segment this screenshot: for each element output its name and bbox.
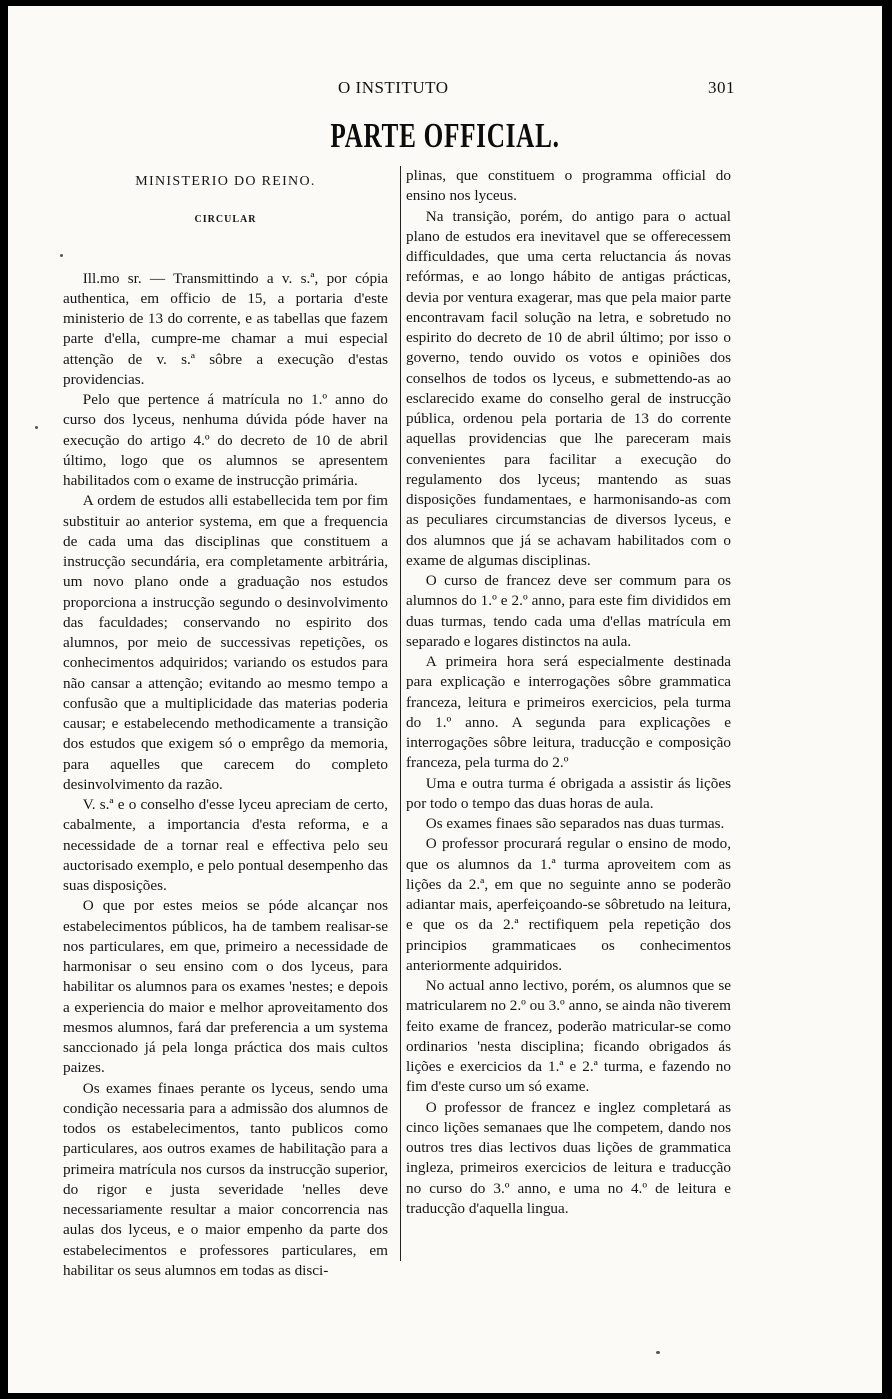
paragraph: Uma e outra turma é obrigada a assistir ás lições por todo o tempo das duas horas de aula. [406, 774, 731, 812]
paragraph: O curso de francez deve ser commum para os alumnos do 1.º e 2.º anno, para este fim divididos em duas turmas, tendo cada uma d'ellas matrícula em separado e logares distinctos na aula. [406, 572, 731, 650]
paragraph: Ill.mo sr. — Transmittindo a v. s.ª, por cópia authentica, em officio de 15, a portaria d'este ministerio de 13 do corrente, e as tabellas que fazem parte d'ella, cumpre-me chamar a mui especial attenção de v. s.ª sôbre a execução d'estas providencias. [63, 269, 388, 388]
paragraph: Os exames finaes perante os lyceus, sendo uma condição necessaria para a admissão dos alumnos de todos os estabelecimentos, tanto publicos como particulares, aos outros exames de habilitação para a primeira matrícula nos cursos da instrucção superior, do rigor e justa severidade 'nelles deve necessariamente resultar a maior concorrencia nas aulas dos lyceus, e o maior empenho da parte dos estabelecimentos e professores particulares, em habilitar os seus alumnos em todas as disci- [63, 1079, 388, 1279]
paragraph: O professor de francez e inglez completará as cinco lições semanaes que lhe competem, dando nos outros tres dias lectivos duas lições de grammatica ingleza, primeiros exercicios de leitura e traducção no curso do 3.º anno, e uma no 4.º de leitura e traducção d'aquella lingua. [406, 1098, 731, 1217]
paragraph: A ordem de estudos alli estabellecida tem por fim substituir ao anterior systema, em que a frequencia de cada uma das disciplinas que constituem a instrucção secundária, era completamente arbitrária, um novo plano onde a graduação nos estudos proporciona a instrucção segundo o desinvolvimento das faculdades; conservando no espirito dos alumnos, por meio de successivas repetições, os conhecimentos adquiridos; variando os estudos para não cansar a attenção; evitando ao mesmo tempo a confusão que a multiplicidade das materias poderia causar; e estabelecendo methodicamente a transição dos estudos que exigem só o emprêgo da memoria, para aquelles que carecem do completo desinvolvimento da razão. [63, 492, 388, 793]
column-divider [400, 166, 401, 1261]
paragraph: O professor procurará regular o ensino de modo, que os alumnos da 1.ª turma aproveitem com as lições da 2.ª, em que no seguinte anno se poderão adiantar mais, aperfeiçoando-se sôbretudo na leitura, e que os da 2.ª rectifiquem pela repetição dos principios grammaticaes os conhecimentos anteriormente adquiridos. [406, 835, 731, 974]
paragraph: O que por estes meios se póde alcançar nos estabelecimentos públicos, ha de tambem realisar-se nos particulares, em que, primeiro a necessidade de harmonisar o seu ensino com o dos lyceus, para habilitar os alumnos para os exames 'nestes; e depois a experiencia do maior e melhor aproveitamento dos mesmos alumnos, fará dar preferencia a um systema sanccionado já pela longa práctica dos mais cultos paizes. [63, 897, 388, 1077]
paragraph: V. s.ª e o conselho d'esse lyceu apreciam de certo, cabalmente, a importancia d'esta reforma, e a necessidade de a tornar real e effectiva pelo seu auctorisado exemplo, e pelo pontual desempenho das suas disposições. [63, 796, 388, 894]
paragraph: Pelo que pertence á matrícula no 1.º anno do curso dos lyceus, nenhuma dúvida póde haver na execução do artigo 4.º do decreto de 10 de abril último, logo que os alumnos se apresentem habilitados com o exame de instrucção primária. [63, 391, 388, 489]
paragraph: No actual anno lectivo, porém, os alumnos que se matricularem no 2.º ou 3.º anno, se ainda não tiverem feito exame de francez, poderão matricular-se como ordinarios 'nesta disciplina; ficando obrigados ás lições e exercicios da 1.ª e 2.ª turma, e fazendo no fim d'este curso um só exame. [406, 977, 731, 1096]
section-title: PARTE OFFICIAL. [330, 116, 560, 155]
right-column [406, 166, 731, 1219]
paragraph: plinas, que constituem o programma official do ensino nos lyceus. [406, 167, 731, 205]
journal-title: O INSTITUTO [338, 78, 449, 97]
paragraph: Na transição, porém, do antigo para o actual plano de estudos era inevitavel que se offerecessem difficuldades, que uma certa reluctancia ás novas refórmas, e ao longo hábito de antigas prácticas, devia por ventura exagerar, mas que pela maior parte encontravam facil solução na letra, e sobretudo no espirito do decreto de 10 de abril último; por isso o governo, tendo ouvido os votos e opiniões dos conselhos de todos os lyceus, e submettendo-as ao esclarecido exame do conselho geral de instrucção pública, ordenou pela portaria de 13 do corrente aquellas providencias que lhe pareceram mais convenientes para facilitar a execução do regulamento dos lyceus; mantendo as suas disposições fundamentaes, e harmonisando-as com as peculiares circumstancias de diversos lyceus, e dos alumnos que já se achavam habilitados com o exame de algumas disciplinas. [406, 207, 731, 569]
paragraph: Os exames finaes são separados nas duas turmas. [425, 815, 725, 832]
paragraph: A primeira hora será especialmente destinada para explicação e interrogações sôbre grammatica franceza, leitura e primeiros exercicios, pela turma do 1.º anno. A segunda para explicações e interrogações sôbre leitura, traducção e composição franceza, pela turma do 2.º [406, 653, 731, 772]
running-head [8, 78, 882, 102]
page-number: 301 [708, 78, 735, 97]
circular-heading: CIRCULAR [194, 214, 257, 226]
ink-speck [35, 426, 38, 429]
document-page [8, 6, 882, 1393]
ministry-heading: MINISTERIO DO REINO. [135, 174, 316, 189]
ink-speck [656, 1351, 660, 1354]
left-column [63, 166, 388, 1281]
ink-speck [60, 254, 63, 257]
